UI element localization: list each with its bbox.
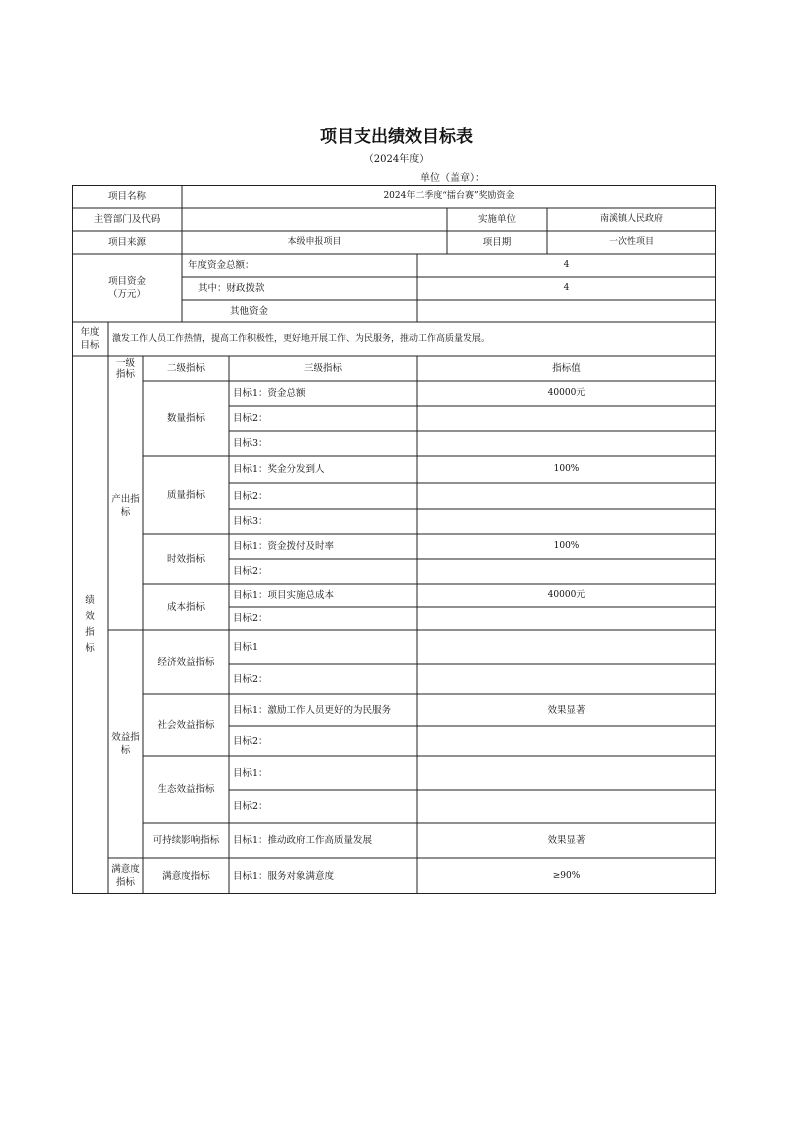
period-label: 项目期 xyxy=(482,237,512,248)
level1-satisfaction-line1: 满意度 xyxy=(111,864,140,875)
level3-item: 目标1：资金总额 xyxy=(233,388,306,399)
performance-target-table xyxy=(72,185,716,894)
funds-label-line2: （万元） xyxy=(107,289,146,300)
level3-item: 目标3： xyxy=(233,438,268,449)
funds-label xyxy=(72,254,182,322)
level2-quantity: 数量指标 xyxy=(166,413,205,424)
dept-value xyxy=(182,208,447,231)
level1-output-line1: 产出指 xyxy=(111,493,140,505)
indicator-value: 100% xyxy=(553,464,580,474)
level3-item: 目标1：激励工作人员更好的为民服务 xyxy=(233,704,392,716)
level2-social: 社会效益指标 xyxy=(157,719,215,731)
level2-cost: 成本指标 xyxy=(166,601,205,613)
impl-unit-label: 实施单位 xyxy=(477,214,516,225)
indicator-value xyxy=(417,509,716,534)
level2-economic: 经济效益指标 xyxy=(157,656,215,668)
indicator-value xyxy=(417,790,716,823)
annual-goal-label-line1: 年度 xyxy=(80,327,100,338)
funds-fiscal-value: 4 xyxy=(563,283,570,293)
level2-ecological: 生态效益指标 xyxy=(157,784,215,795)
level1-satisfaction-line2: 指标 xyxy=(115,877,135,888)
level3-item: 目标2： xyxy=(233,673,268,685)
level3-item: 目标1：项目实施总成本 xyxy=(233,590,335,601)
level3-item: 目标1：奖金分发到人 xyxy=(233,464,325,475)
indicator-value xyxy=(417,483,716,509)
indicator-value: 效果显著 xyxy=(547,704,586,716)
project-name-value: 2024年二季度“擂台赛”奖励资金 xyxy=(383,191,515,201)
dept-label: 主管部门及代码 xyxy=(93,214,161,225)
level3-item: 目标1： xyxy=(233,767,268,779)
level1-satisfaction xyxy=(108,858,143,894)
indicator-value: 40000元 xyxy=(547,388,586,398)
source-label: 项目来源 xyxy=(107,237,146,248)
unit-seal-label: 单位（盖章）： xyxy=(420,173,485,184)
indicator-value xyxy=(417,726,716,756)
annual-goal-label-line2: 目标 xyxy=(80,340,100,351)
perf-char: 标 xyxy=(85,643,95,654)
indicator-value xyxy=(417,406,716,431)
indicator-value xyxy=(417,431,716,456)
indicator-value xyxy=(417,630,716,664)
level3-item: 目标2： xyxy=(233,613,268,624)
page-title: 项目支出绩效目标表 xyxy=(320,127,473,147)
level1-benefit-line1: 效益指 xyxy=(111,732,140,743)
level3-item: 目标2： xyxy=(233,801,268,812)
funds-fiscal-label: 其中：财政拨款 xyxy=(198,283,265,294)
funds-label-line1: 项目资金 xyxy=(107,276,146,287)
indicator-value xyxy=(417,559,716,584)
indicator-value: ≥90% xyxy=(552,870,581,881)
level3-item: 目标3： xyxy=(233,516,268,527)
indicator-value: 40000元 xyxy=(547,590,586,600)
col-level2-header: 二级指标 xyxy=(166,363,205,374)
annual-goal-label xyxy=(72,322,108,356)
perf-char: 效 xyxy=(85,611,95,622)
level3-item: 目标2： xyxy=(233,490,268,502)
level3-item: 目标2： xyxy=(233,735,268,747)
level2-quality: 质量指标 xyxy=(166,489,205,501)
level3-item: 目标2： xyxy=(233,413,268,424)
level2-timeliness: 时效指标 xyxy=(166,553,205,565)
level2-satisfaction: 满意度指标 xyxy=(162,870,210,882)
level3-item: 目标2： xyxy=(233,566,268,577)
level1-output-line2: 标 xyxy=(120,506,131,518)
level3-item: 目标1：推动政府工作高质量发展 xyxy=(233,835,373,846)
funds-total-label: 年度资金总额： xyxy=(188,260,255,271)
col-level1-line2: 指标 xyxy=(115,368,135,380)
performance-indicator-label xyxy=(72,356,108,894)
level3-item: 目标1 xyxy=(233,641,259,653)
funds-other-value xyxy=(417,300,716,322)
funds-other-label: 其他资金 xyxy=(230,305,269,317)
indicator-value xyxy=(417,607,716,630)
annual-goal-text: 激发工作人员工作热情，提高工作积极性，更好地开展工作、为民服务，推动工作高质量发展。 xyxy=(112,333,491,344)
project-name-label: 项目名称 xyxy=(107,191,146,202)
impl-unit-value: 南溪镇人民政府 xyxy=(599,214,663,224)
indicator-value xyxy=(417,664,716,694)
col-value-header: 指标值 xyxy=(552,363,581,374)
level2-sustainable: 可持续影响指标 xyxy=(152,835,220,846)
perf-char: 指 xyxy=(85,627,95,638)
level1-output xyxy=(108,381,143,630)
indicator-value xyxy=(417,756,716,790)
indicator-value: 效果显著 xyxy=(547,835,586,846)
level1-benefit-line2: 标 xyxy=(120,745,131,756)
col-level1-line1: 一级 xyxy=(115,357,135,369)
funds-total-value: 4 xyxy=(563,260,570,270)
year-subtitle: （2024年度） xyxy=(363,154,430,165)
level3-item: 目标1：资金拨付及时率 xyxy=(233,541,335,552)
period-value: 一次性项目 xyxy=(608,237,654,247)
level1-benefit xyxy=(108,630,143,858)
col-level1-header xyxy=(108,356,143,381)
source-value: 本级申报项目 xyxy=(287,237,342,247)
indicator-value: 100% xyxy=(553,541,580,551)
level3-item: 目标1：服务对象满意度 xyxy=(233,870,335,882)
col-level3-header: 三级指标 xyxy=(303,363,342,374)
perf-char: 绩 xyxy=(85,595,95,606)
